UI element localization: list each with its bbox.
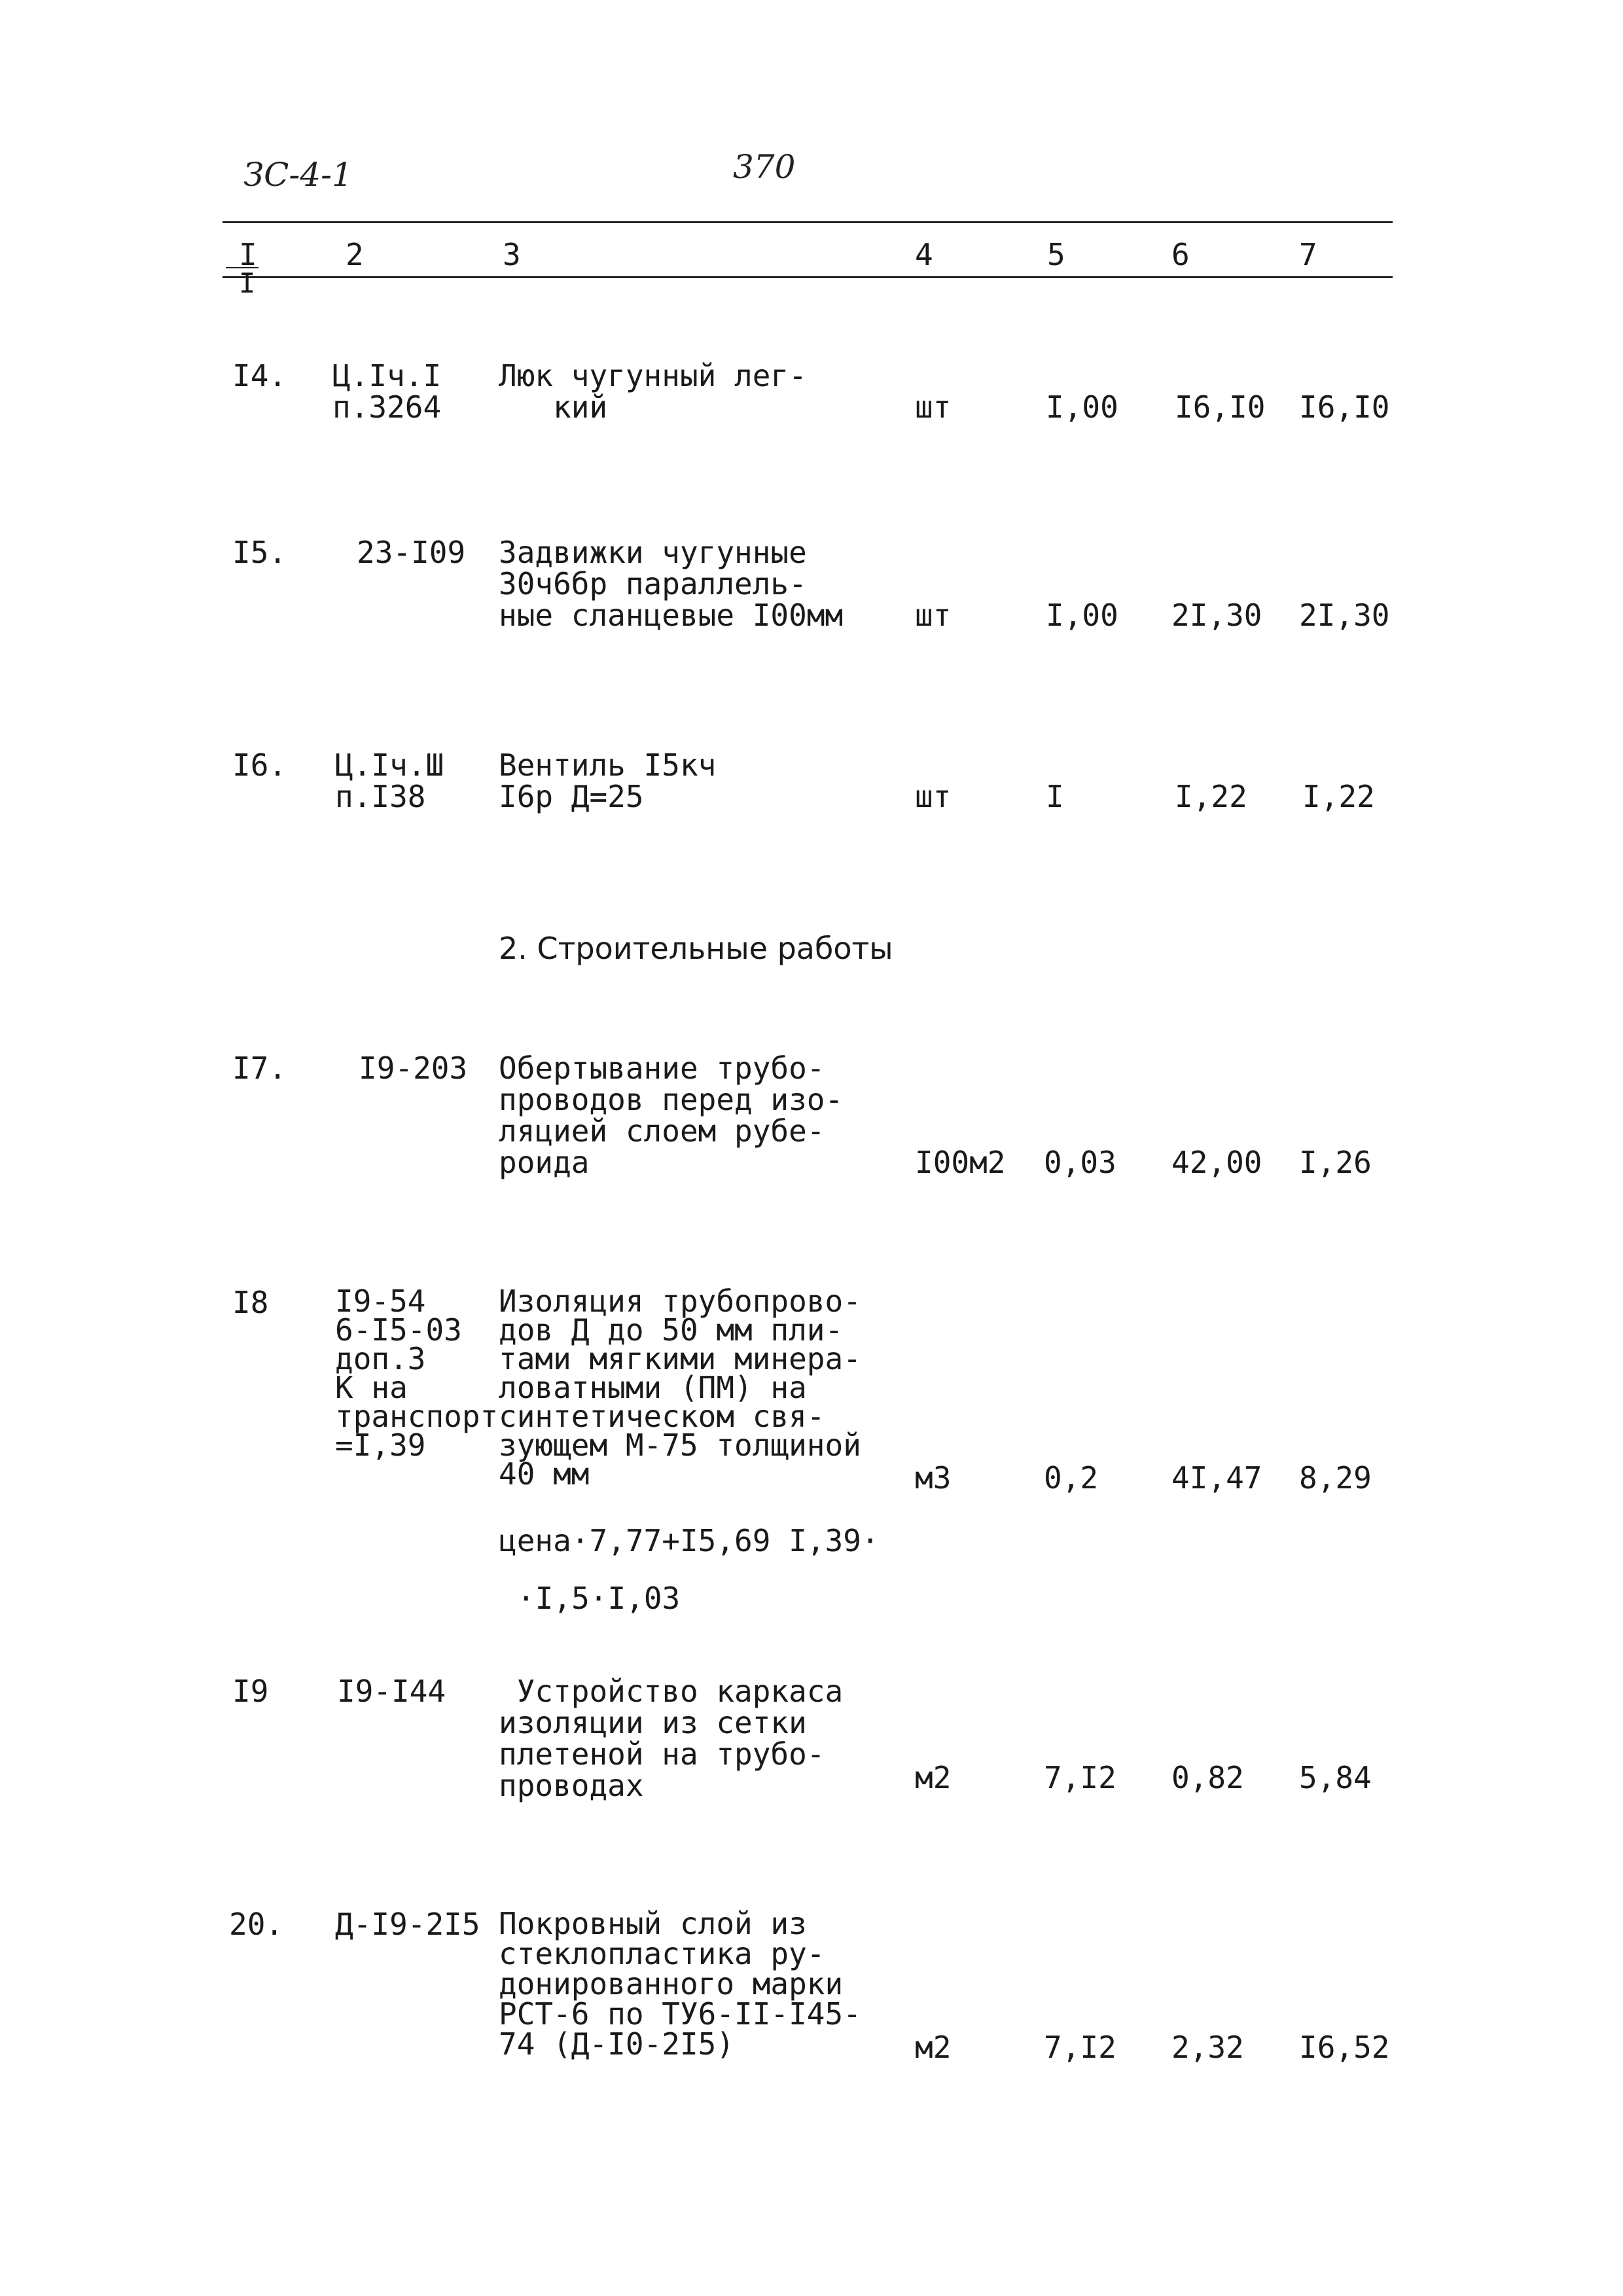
col-header-1-sub: I <box>239 267 256 299</box>
doc-code: ЗС-4-1 <box>243 156 353 194</box>
header-top-rule <box>223 221 1393 223</box>
row-19-price: 0,82 <box>1171 1760 1244 1795</box>
col-header-3: 3 <box>503 237 521 272</box>
row-15-unit: шт <box>915 598 952 633</box>
row-19-total: 5,84 <box>1299 1760 1372 1795</box>
row-18-formula-line1: цена·7,77+I5,69 I,39· <box>499 1523 880 1558</box>
col-header-2: 2 <box>346 237 364 272</box>
row-19-num: I9 <box>232 1674 269 1709</box>
row-17-price: 42,00 <box>1171 1145 1262 1180</box>
header-bottom-rule <box>223 276 1393 278</box>
row-17-unit: I00м2 <box>915 1145 1006 1180</box>
row-19-name: Устройство каркаса изоляции из сетки плетеной на трубо- проводах <box>499 1674 844 1803</box>
col-header-5: 5 <box>1047 237 1065 272</box>
row-18-name: Изоляция трубопрово- дов Д до 50 мм пли- тами мягкими минера- ловатными (ПМ) на синтетическом свя- зующем М-75 толщиной 40 мм <box>499 1283 861 1492</box>
row-20-price: 2,32 <box>1171 2030 1244 2065</box>
row-16-code: Ц.Iч.Ш п.I38 <box>335 747 444 814</box>
row-17-code: I9-203 <box>359 1050 468 1086</box>
row-18-qty: 0,2 <box>1044 1460 1099 1496</box>
row-16-qty: I <box>1046 779 1064 814</box>
section-title: 2. Строительные работы <box>499 931 893 966</box>
row-18-price: 4I,47 <box>1171 1460 1262 1496</box>
row-14-price: I6,I0 <box>1175 389 1266 425</box>
row-20-total: I6,52 <box>1299 2030 1390 2065</box>
row-18-formula-line2: ·I,5·I,03 <box>517 1581 681 1616</box>
row-15-code: 23-I09 <box>357 535 466 570</box>
col-header-1: I <box>239 237 257 272</box>
row-15-num: I5. <box>232 535 287 570</box>
row-16-unit: шт <box>915 779 952 814</box>
row-14-qty: I,00 <box>1046 389 1118 425</box>
row-14-unit: шт <box>915 389 952 425</box>
row-17-qty: 0,03 <box>1044 1145 1116 1180</box>
row-20-unit: м2 <box>915 2030 952 2065</box>
row-17-num: I7. <box>232 1050 287 1086</box>
row-20-num: 20. <box>229 1907 284 1942</box>
row-14-code: Ц.Iч.I п.3264 <box>332 358 442 425</box>
row-16-num: I6. <box>232 747 287 783</box>
row-16-price: I,22 <box>1175 779 1247 814</box>
row-19-unit: м2 <box>915 1760 952 1795</box>
row-15-qty: I,00 <box>1046 598 1118 633</box>
row-16-total: I,22 <box>1302 779 1375 814</box>
col-header-7: 7 <box>1299 237 1317 272</box>
row-14-total: I6,I0 <box>1299 389 1390 425</box>
row-14-num: I4. <box>232 358 287 393</box>
row-19-code: I9-I44 <box>337 1674 446 1709</box>
row-17-total: I,26 <box>1299 1145 1372 1180</box>
row-18-total: 8,29 <box>1299 1460 1372 1496</box>
page-number: 370 <box>733 148 796 186</box>
row-20-code: Д-I9-2I5 <box>335 1907 480 1942</box>
row-15-total: 2I,30 <box>1299 598 1390 633</box>
row-17-name: Обертывание трубо- проводов перед изо- ляцией слоем рубе- роида <box>499 1050 844 1180</box>
row-18-code: I9-54 6-I5-03 доп.3 К на транспорт =I,39 <box>335 1283 499 1463</box>
row-15-name: Задвижки чугунные 30ч6бр параллель- ные сланцевые I00мм <box>499 535 844 633</box>
row-20-name: Покровный слой из стеклопластика ру- донированного марки РСТ-6 по ТУ6-II-I45- 74 (Д-I0-2I5) <box>499 1906 861 2062</box>
col-header-4: 4 <box>915 237 933 272</box>
row-18-num: I8 <box>232 1285 269 1320</box>
row-19-qty: 7,I2 <box>1044 1760 1116 1795</box>
row-18-unit: м3 <box>915 1460 952 1496</box>
row-20-qty: 7,I2 <box>1044 2030 1116 2065</box>
row-16-name: Вентиль I5кч I6р Д=25 <box>499 747 717 814</box>
col-header-6: 6 <box>1171 237 1190 272</box>
row-15-price: 2I,30 <box>1171 598 1262 633</box>
row-14-name: Люк чугунный лег- кий <box>499 358 807 425</box>
